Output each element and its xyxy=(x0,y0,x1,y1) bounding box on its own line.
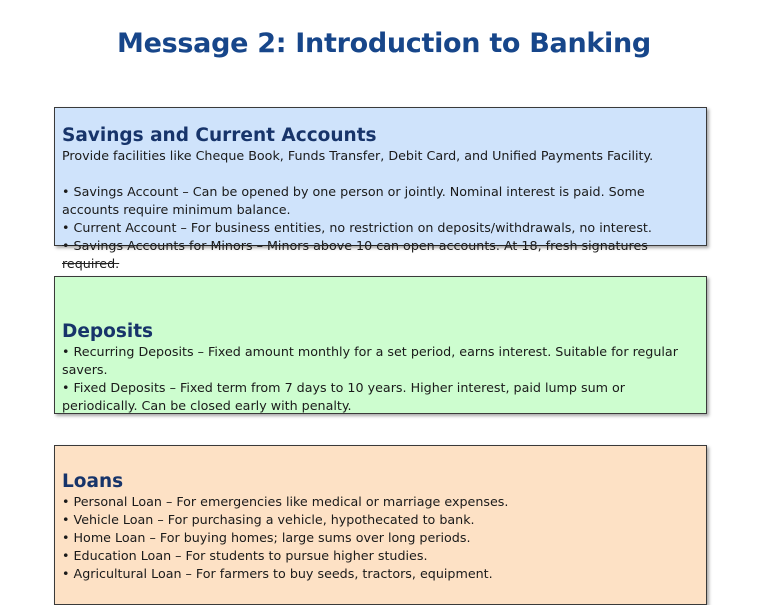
loans-box xyxy=(54,445,707,605)
loans-heading: Loans xyxy=(62,471,124,492)
deposits-item-recurring: • Recurring Deposits – Fixed amount monthly for a set period, earns interest. Suitable for regular savers. xyxy=(62,344,678,377)
savings-item-current-account: • Current Account – For business entities, no restriction on deposits/withdrawals, no interest. xyxy=(62,220,652,235)
page-title: Message 2: Introduction to Banking xyxy=(117,28,651,59)
deposits-box xyxy=(54,276,707,414)
savings-current-accounts-box xyxy=(54,107,707,271)
loans-item-agricultural: • Agricultural Loan – For farmers to buy seeds, tractors, equipment. xyxy=(62,566,493,581)
loans-item-personal: • Personal Loan – For emergencies like medical or marriage expenses. xyxy=(62,494,509,509)
loans-item-vehicle: • Vehicle Loan – For purchasing a vehicle, hypothecated to bank. xyxy=(62,512,475,527)
savings-intro: Provide facilities like Cheque Book, Funds Transfer, Debit Card, and Unified Payments Facility. xyxy=(62,148,654,163)
loans-item-education: • Education Loan – For students to pursue higher studies. xyxy=(62,548,428,563)
savings-item-minors: • Savings Accounts for Minors – Minors above 10 can open accounts. At 18, fresh signatures required. xyxy=(62,238,648,271)
loans-item-home: • Home Loan – For buying homes; large sums over long periods. xyxy=(62,530,471,545)
savings-heading: Savings and Current Accounts xyxy=(62,125,377,146)
savings-item-savings-account: • Savings Account – Can be opened by one person or jointly. Nominal interest is paid. Some accounts require minimum balance. xyxy=(62,184,645,217)
deposits-heading: Deposits xyxy=(62,321,154,342)
deposits-item-fixed: • Fixed Deposits – Fixed term from 7 days to 10 years. Higher interest, paid lump sum or periodically. Can be closed early with penalty. xyxy=(62,380,626,413)
